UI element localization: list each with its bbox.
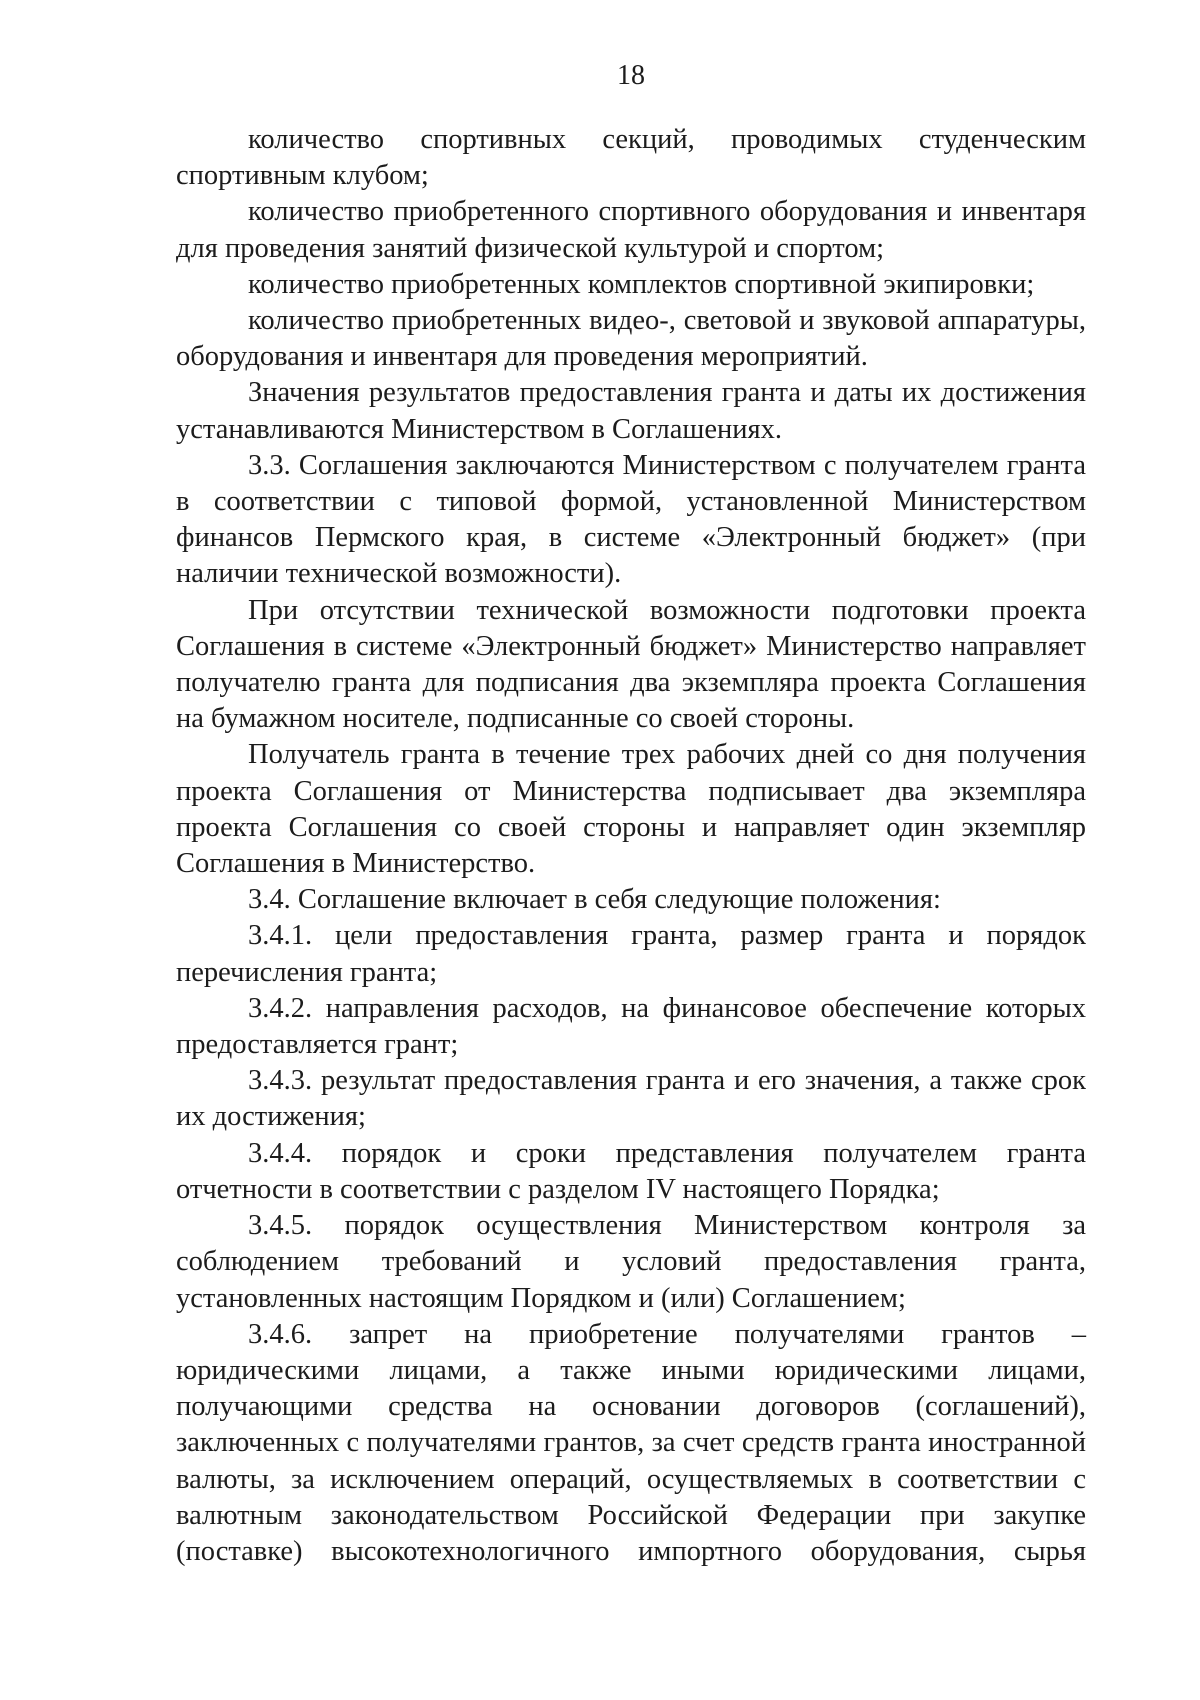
paragraph: количество приобретенных комплектов спортивной экипировки; [248,268,1035,300]
paragraph: 3.4.2. направления расходов, на финансовое обеспечение которых предоставляется грант; [176,992,1086,1061]
paragraph: 3.3. Соглашения заключаются Министерством с получателем гранта в соответствии с типовой формой, установленной Министерством финансов Пермского края, в системе «Электронный бюджет» (при наличии технической возможности). [176,449,1086,590]
paragraph: количество спортивных секций, проводимых студенческим спортивным клубом; [176,124,1086,192]
document-body [176,122,1086,1570]
paragraph: Значения результатов предоставления гранта и даты их достижения устанавливаются Министерством в Соглашениях. [176,377,1086,445]
paragraph: 3.4.1. цели предоставления гранта, размер гранта и порядок перечисления гранта; [176,920,1086,988]
paragraph: Получатель гранта в течение трех рабочих дней со дня получения проекта Соглашения от Министерства подписывает два экземпляра проекта Соглашения со своей стороны и направляет один экземпляр Соглашения в Министерство. [176,739,1086,880]
page-number: 18 [617,60,645,91]
paragraph: 3.4.5. порядок осуществления Министерством контроля за соблюдением требований и условий предоставления гранта, установленных настоящим Порядком и (или) Соглашением; [176,1210,1086,1314]
paragraph: количество приобретенных видео-, световой и звуковой аппаратуры, оборудования и инвентаря для проведения мероприятий. [176,305,1086,373]
paragraph: 3.4.6. запрет на приобретение получателями грантов – юридическими лицами, а также иными юридическими лицами, получающими средства на основании договоров (соглашений), заключенных с получателями грантов, за счет средств гранта иностранной валюты, за исключением операций, осуществляемых в соответствии с валютным законодательством Российской Федерации при закупке (поставке) высокотехнологичного импортного оборудования, сырья [176,1318,1086,1567]
paragraph: 3.4.4. порядок и сроки представления получателем гранта отчетности в соответствии с разделом IV настоящего Порядка; [176,1137,1086,1205]
paragraph: При отсутствии технической возможности подготовки проекта Соглашения в системе «Электронный бюджет» Министерство направляет получателю гранта для подписания два экземпляра проекта Соглашения на бумажном носителе, подписанные со своей стороны. [176,594,1086,735]
paragraph: количество приобретенного спортивного оборудования и инвентаря для проведения занятий физической культурой и спортом; [176,196,1086,264]
paragraph: 3.4. Соглашение включает в себя следующие положения: [248,884,941,916]
paragraph: 3.4.3. результат предоставления гранта и его значения, а также срок их достижения; [176,1065,1086,1133]
